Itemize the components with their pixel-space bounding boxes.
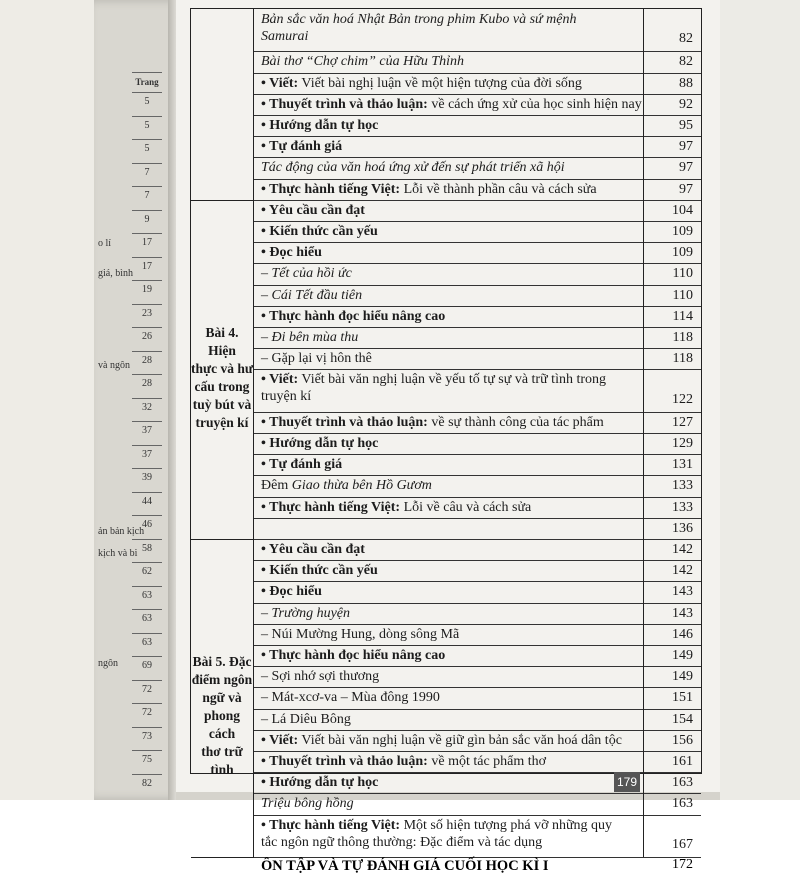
unit-column — [191, 539, 254, 858]
entry-heading: • Hướng dẫn tự học — [261, 775, 379, 791]
left-page-number: 82 — [132, 774, 162, 793]
entry-heading: • Tự đánh giá — [261, 457, 343, 473]
entry-text-continued: Samurai — [261, 29, 309, 44]
toc-entry — [261, 181, 641, 198]
entry-text: Lỗi về thành phần câu và cách sửa — [400, 181, 597, 197]
entry-text: – Mát-xcơ-va – Mùa đông 1990 — [261, 690, 440, 706]
page-ref: 92 — [643, 94, 701, 115]
unit-title — [191, 324, 253, 432]
unit-title-line: truyện kí — [195, 415, 249, 431]
toc-entry — [261, 562, 641, 579]
entry-heading: • Thực hành đọc hiểu nâng cao — [261, 308, 446, 324]
entry-text: Triệu bông hồng — [261, 796, 354, 812]
toc-entry — [261, 668, 641, 685]
left-page-number: 17 — [132, 233, 162, 252]
toc-row — [253, 136, 701, 158]
left-page-number: 63 — [132, 586, 162, 605]
left-page-fragment: giá, bình — [98, 268, 133, 279]
entry-heading: • Viết: — [261, 732, 299, 748]
toc-row — [253, 560, 701, 582]
entry-heading: • Yêu cầu cần đạt — [261, 202, 365, 218]
page-ref: 131 — [643, 454, 701, 475]
page-ref: 97 — [643, 136, 701, 157]
unit-title-line: thơ trữ tình — [201, 744, 243, 777]
left-page-number: 63 — [132, 609, 162, 628]
page-ref: 143 — [643, 603, 701, 624]
toc-row — [253, 115, 701, 137]
page-ref: 129 — [643, 433, 701, 454]
toc-entry — [261, 75, 641, 92]
toc-row — [253, 624, 701, 646]
left-page-number: 39 — [132, 468, 162, 487]
left-page-number: 73 — [132, 727, 162, 746]
toc-row — [253, 242, 701, 264]
page-ref: 82 — [643, 9, 701, 51]
left-page-number: 62 — [132, 562, 162, 581]
left-page-number: 58 — [132, 539, 162, 558]
left-page-number: 5 — [132, 116, 162, 135]
toc-row — [253, 603, 701, 625]
left-page-fragment: o lí — [98, 238, 112, 249]
toc-row — [253, 518, 701, 540]
entry-heading: • Kiến thức cần yếu — [261, 563, 378, 579]
toc-entry — [261, 626, 641, 643]
unit-title-line: Bài 5. Đặc — [192, 654, 252, 669]
left-page-number: 28 — [132, 351, 162, 370]
entry-heading: • Thực hành tiếng Việt: — [261, 499, 401, 515]
toc-row — [253, 221, 701, 243]
entry-heading: • Thuyết trình và thảo luận: — [261, 754, 428, 769]
unit-title — [191, 653, 253, 779]
toc-entry — [261, 817, 641, 851]
toc-entry — [261, 541, 641, 558]
entry-text: về sự thành công của tác phẩm — [427, 414, 604, 430]
left-page-number: 37 — [132, 445, 162, 464]
toc-entry — [261, 456, 641, 473]
page-ref: 142 — [643, 539, 701, 560]
unit-column — [191, 9, 254, 201]
toc-row — [253, 454, 701, 476]
unit-title-line: Bài 4. Hiện — [205, 325, 239, 359]
entry-text: – Lá Diêu Bông — [261, 711, 351, 727]
toc-entry — [261, 583, 641, 600]
toc-row — [253, 285, 701, 307]
toc-row — [253, 815, 701, 858]
unit-title-line: phong cách — [203, 708, 241, 741]
toc-row — [253, 412, 701, 434]
toc-entry — [261, 159, 641, 176]
entry-heading: • Đọc hiểu — [261, 245, 322, 261]
toc-row — [253, 645, 701, 667]
unit-title-line: điểm ngôn — [191, 672, 253, 687]
page-ref: 82 — [643, 51, 701, 72]
page-ref: 133 — [643, 475, 701, 496]
left-page-number: 7 — [132, 163, 162, 182]
page-ref: 149 — [643, 645, 701, 666]
left-page-fragment: kịch và bi — [98, 548, 138, 559]
unit-title-line: cấu trong — [194, 379, 250, 395]
toc-row — [253, 73, 701, 95]
toc-row — [253, 793, 701, 815]
toc-row — [253, 433, 701, 455]
toc-entry — [261, 223, 641, 240]
unit-title-line: ngữ và — [202, 690, 242, 705]
page-ref: 136 — [643, 518, 701, 539]
page-edge — [720, 0, 800, 800]
entry-heading: • Đọc hiểu — [261, 584, 322, 600]
toc-entry — [261, 647, 641, 664]
left-page-number: 28 — [132, 374, 162, 393]
toc-row — [253, 730, 701, 752]
page-ref: 114 — [643, 306, 701, 327]
toc-row — [253, 369, 701, 412]
entry-heading: • Hướng dẫn tự học — [261, 436, 379, 451]
page-ref: 118 — [643, 327, 701, 348]
page-ref: 97 — [643, 157, 701, 178]
left-page-number: 5 — [132, 139, 162, 158]
page-ref: 109 — [643, 221, 701, 242]
page-ref: 163 — [643, 793, 701, 814]
toc-entry — [261, 477, 641, 494]
toc-row — [253, 306, 701, 328]
left-page-number: 72 — [132, 680, 162, 699]
page-ref: 167 — [643, 815, 701, 857]
page-ref: 156 — [643, 730, 701, 751]
toc-entry — [261, 350, 641, 367]
toc-row — [253, 497, 701, 519]
entry-text-continued: tắc ngôn ngữ thông thường: Đặc điểm và tác dụng — [261, 834, 543, 850]
entry-text: Lỗi về câu và cách sửa — [400, 499, 532, 515]
toc-row — [253, 179, 701, 201]
entry-heading: • Thuyết trình và thảo luận: — [261, 414, 428, 430]
entry-text: Viết bài nghị luận về một hiện tượng của đời sống — [298, 75, 582, 91]
toc-row — [253, 687, 701, 709]
left-page-number: 26 — [132, 327, 162, 346]
entry-heading: • Hướng dẫn tự học — [261, 118, 379, 133]
footer-title: ÔN TẬP VÀ TỰ ĐÁNH GIÁ CUỐI HỌC KÌ I — [261, 858, 549, 874]
left-page-number: 63 — [132, 633, 162, 652]
page-ref: 133 — [643, 497, 701, 518]
toc-row — [253, 157, 701, 179]
toc-entry — [261, 287, 641, 304]
toc-row — [253, 94, 701, 116]
toc-entry — [261, 371, 641, 405]
toc-row — [253, 327, 701, 349]
toc-entry — [261, 265, 641, 282]
toc-row — [253, 666, 701, 688]
toc-entry — [261, 117, 641, 134]
page-ref: 146 — [643, 624, 701, 645]
left-page-number: 44 — [132, 492, 162, 511]
entry-text: – Sợi nhớ sợi thương — [261, 669, 380, 685]
toc-entry — [261, 795, 641, 812]
entry-heading: • Thuyết trình và thảo luận: — [261, 96, 428, 112]
entry-heading: • Thực hành đọc hiểu nâng cao — [261, 648, 446, 663]
page-ref: 143 — [643, 581, 701, 602]
left-page-number: 69 — [132, 656, 162, 675]
entry-text: Giao thừa bên Hồ Gươm — [291, 478, 432, 494]
left-page-fragment: và ngôn — [98, 360, 130, 371]
page-number: 179 — [614, 772, 640, 792]
entry-text: Một số hiện tượng phá vỡ những quy — [400, 817, 613, 833]
left-page-fragment: ngôn — [98, 658, 118, 669]
page-ref: 88 — [643, 73, 701, 94]
page-ref: 163 — [643, 772, 701, 793]
toc-entry — [261, 329, 641, 346]
entry-text: – Gặp lại vị hôn thê — [261, 351, 372, 367]
left-page-number: 5 — [132, 92, 162, 111]
left-page-number: 72 — [132, 703, 162, 722]
toc-row — [253, 539, 701, 561]
toc-row — [253, 475, 701, 497]
entry-text-continued: truyện kí — [261, 389, 312, 405]
page-ref: 122 — [643, 369, 701, 411]
toc-entry — [261, 53, 641, 70]
toc-entry — [261, 435, 641, 452]
entry-heading: • Yêu cầu cần đạt — [261, 542, 365, 557]
toc-entry — [261, 202, 641, 219]
entry-prefix: Đêm — [261, 478, 292, 494]
page-ref: 110 — [643, 263, 701, 284]
toc-entry — [261, 732, 641, 749]
toc-row — [253, 751, 701, 773]
toc-entry — [261, 774, 641, 791]
page-ref: 151 — [643, 687, 701, 708]
toc-entry — [261, 711, 641, 728]
left-page-number: 32 — [132, 398, 162, 417]
entry-text: Bản sắc văn hoá Nhật Bản trong phim Kubo và sứ mệnh — [261, 12, 577, 27]
entry-heading: • Viết: — [261, 372, 299, 388]
entry-heading: • Viết: — [261, 75, 299, 91]
left-page-number: 75 — [132, 750, 162, 769]
toc-entry — [261, 96, 641, 113]
page-ref: 149 — [643, 666, 701, 687]
page-ref: 161 — [643, 751, 701, 772]
left-page-number: 19 — [132, 280, 162, 299]
entry-heading: • Tự đánh giá — [261, 139, 343, 155]
page-ref: 127 — [643, 412, 701, 433]
toc-entry — [261, 138, 641, 155]
page-ref: 95 — [643, 115, 701, 136]
unit-title-line: tuỳ bút và — [192, 397, 252, 413]
left-page-number: 46 — [132, 515, 162, 534]
page-ref: 109 — [643, 242, 701, 263]
left-page-number: 37 — [132, 421, 162, 440]
page-ref: 118 — [643, 348, 701, 369]
toc-row — [253, 9, 701, 52]
entry-text: Tác động của văn hoá ứng xử đến sự phát triển xã hội — [261, 160, 565, 176]
page-ref: 97 — [643, 179, 701, 200]
toc-row — [253, 51, 701, 73]
unit-column — [191, 200, 254, 540]
left-page-number: 23 — [132, 304, 162, 323]
left-column-header: Trang — [132, 72, 162, 91]
entry-text: Viết bài văn nghị luận về giữ gìn bản sắc văn hoá dân tộc — [298, 732, 622, 748]
toc-row — [253, 709, 701, 731]
entry-text: về một tác phẩm thơ — [427, 754, 547, 769]
page-ref: 142 — [643, 560, 701, 581]
toc-row — [253, 200, 701, 222]
entry-text: – Trường huyện — [261, 605, 350, 621]
entry-text: – Núi Mường Hung, dòng sông Mã — [261, 626, 460, 642]
entry-text: Bài thơ “Chợ chim” của Hữu Thỉnh — [261, 54, 465, 70]
toc-entry — [261, 605, 641, 622]
entry-text: Viết bài văn nghị luận về yếu tố tự sự và trữ tình trong — [298, 372, 607, 388]
toc-entry — [261, 414, 641, 431]
toc-row — [253, 263, 701, 285]
entry-text: về cách ứng xử của học sinh hiện nay — [427, 96, 642, 112]
toc-entry — [261, 499, 641, 516]
toc-row — [253, 581, 701, 603]
entry-heading: • Thực hành tiếng Việt: — [261, 817, 401, 833]
unit-title-line: thực và hư — [191, 361, 253, 377]
left-page-number: 17 — [132, 257, 162, 276]
toc-entry — [261, 689, 641, 706]
entry-heading: • Kiến thức cần yếu — [261, 224, 378, 239]
left-page-fragment: ản bản kịch — [98, 526, 145, 537]
toc-entry — [261, 11, 641, 45]
left-page-number: 9 — [132, 210, 162, 229]
page-ref: 104 — [643, 200, 701, 221]
left-page-number: 7 — [132, 186, 162, 205]
entry-text: – Tết của hồi ức — [261, 266, 352, 282]
table-of-contents: Bản sắc văn hoá Nhật Bản trong phim Kubo và sứ mệnh Samurai 82 Bài thơ “Chợ chim” của Hữu Thỉnh 82 • Viết: Viết bài nghị luận về một hiện tượng của đời sống 88 • Thuyết trình và thảo luận: về cách ứng xử của học sinh hiện nay 92 • Hướng dẫn tự học 95 • Tự đánh giá 97 Tác động của văn hoá ứng xử đến sự phát triển xã hội 97 • Thực hành tiếng Việt: Lỗi về thành phần câu và cách sửa 97 • Yêu cầu cần đạt 104 • Kiến thức cần yếu 109 • Đọc hiểu 109 – Tết của hồi ức 110 – Cái Tết đầu tiên 110 • Thực hành đọc hiểu nâng cao 114 – Đi bên mùa thu 118 – Gặp lại vị hôn thê 118 • Viết: Viết bài văn nghị luận về yếu tố tự sự và trữ tình trong truyện kí 122 • Thuyết trình và thảo luận: về sự thành công của tác phẩm 127 • Hướng dẫn tự học 129 • Tự đánh giá 131 Đêm Giao thừa bên Hồ Gươm 133 • Thực hành tiếng Việt: Lỗi về câu và cách sửa 133 136 Bài 4. Hiện thực và hư cấu trong tuỳ bút và truyện kí • Yêu cầu cần đạt 142 • Kiến thức cần yếu 142 • Đọc hiểu 143 – Trường huyện 143 – Núi Mường Hung, dòng sông Mã 146 • Thực hành đọc hiểu nâng cao 149 – Sợi nhớ sợi thương 149 – Mát-xcơ-va – Mùa đông 1990 151 – Lá Diêu Bông 154 • Viết: Viết bài văn nghị luận về giữ gìn bản sắc văn hoá dân tộc 156 • Thuyết trình và thảo luận: về một tác phẩm thơ 161 • Hướng dẫn tự học 163 Triệu bông hồng 163 • Thực hành tiếng Việt: Một số hiện tượng phá vỡ những quy tắc ngôn ngữ thông thường: Đặc điểm và tác dụng 167 Bài 5. Đặc điểm ngôn ngữ và phong cách thơ trữ tình ÔN TẬP VÀ TỰ ĐÁNH GIÁ CUỐI HỌC KÌ I 172 — [190, 8, 702, 774]
toc-entry — [261, 308, 641, 325]
entry-text: – Đi bên mùa thu — [261, 330, 359, 345]
entry-text: – Cái Tết đầu tiên — [261, 287, 363, 303]
page-ref: 110 — [643, 285, 701, 306]
toc-entry — [261, 244, 641, 261]
page-ref: 154 — [643, 709, 701, 730]
toc-row — [253, 348, 701, 370]
toc-entry — [261, 753, 641, 770]
entry-heading: • Thực hành tiếng Việt: — [261, 181, 401, 197]
